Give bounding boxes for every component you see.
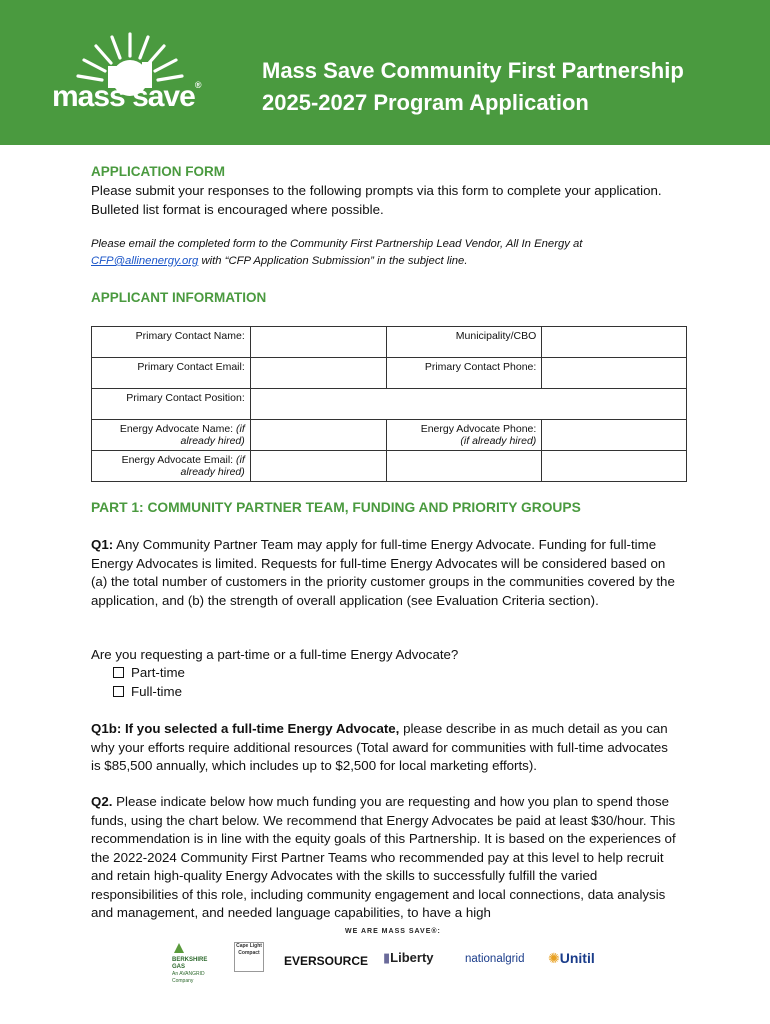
liberty-logo: ▮Liberty <box>383 950 434 965</box>
email-note: Please email the completed form to the Community First Partnership Lead Vendor, All In Energy at CFP@allinenergy.org with “CFP Application Submission” in the subject line. <box>91 238 583 267</box>
energy-advocate-email-label: Energy Advocate Email: (if already hired) <box>92 451 251 482</box>
municipality-cbo-label: Municipality/CBO <box>387 327 542 358</box>
option-part-time[interactable]: Part-time <box>113 665 185 680</box>
unitil-logo: ✺Unitil <box>548 950 595 966</box>
title-line-2: 2025-2027 Program Application <box>262 90 589 115</box>
primary-contact-email-field[interactable] <box>250 358 387 389</box>
mass-save-logo-text: mass save® <box>52 80 201 113</box>
q1b-text: Q1b: If you selected a full-time Energy Advocate, please describe in as much detail as you can why your efforts require additional resources (Total award for communities with full-time advocates is $85,500 annually, which includes up to $2,500 for local marketing efforts). <box>91 721 668 773</box>
instructions-text: Please submit your responses to the following prompts via this form to complete your application. Bulleted list format is encouraged where possible. <box>91 183 662 217</box>
part-time-checkbox[interactable] <box>113 667 124 678</box>
applicant-information-heading: APPLICANT INFORMATION <box>91 290 267 305</box>
primary-contact-name-field[interactable] <box>250 327 387 358</box>
full-time-checkbox[interactable] <box>113 686 124 697</box>
primary-contact-name-label: Primary Contact Name: <box>92 327 251 358</box>
primary-contact-position-field[interactable] <box>250 389 686 420</box>
option-full-time[interactable]: Full-time <box>113 684 182 699</box>
primary-contact-phone-field[interactable] <box>542 358 687 389</box>
energy-advocate-phone-label: Energy Advocate Phone: (if already hired) <box>387 420 542 451</box>
partner-logos <box>0 940 770 984</box>
we-are-mass-save-tagline: WE ARE MASS SAVE®: <box>345 928 441 935</box>
energy-advocate-name-field[interactable] <box>250 420 387 451</box>
energy-advocate-name-label: Energy Advocate Name: (if already hired) <box>92 420 251 451</box>
berkshire-gas-logo: BERKSHIRE GAS An AVANGRID Company <box>172 942 217 985</box>
berkshire-leaf-icon <box>172 942 186 954</box>
application-form-heading: APPLICATION FORM <box>91 164 225 179</box>
municipality-cbo-field[interactable] <box>542 327 687 358</box>
national-grid-logo: nationalgrid <box>465 953 525 965</box>
empty-cell <box>387 451 542 482</box>
energy-advocate-phone-field[interactable] <box>542 420 687 451</box>
primary-contact-email-label: Primary Contact Email: <box>92 358 251 389</box>
energy-advocate-email-field[interactable] <box>250 451 387 482</box>
q1-question: Are you requesting a part-time or a full-time Energy Advocate? <box>91 647 459 662</box>
cape-light-compact-logo: Cape Light Compact <box>234 942 264 972</box>
page-title <box>262 55 684 119</box>
eversource-logo: EVERSOURCE <box>284 954 369 968</box>
q2-text: Q2. Please indicate below how much funding you are requesting and how you plan to spend those funds, using the chart below. We recommend that Energy Advocates be paid at least $30/hour. This recommendation is in line with the equity goals of this Partnership. It is based on the experiences of the 2022-2024 Community First Partner Teams who recommended pay at this level to help recruit and retain high-quality Energy Advocates with the skills to successfully fulfill the varied responsibilities of this role, including community engagement and local connections, data analysis and management, and needed language capabilities, to have a high <box>91 794 676 920</box>
email-link[interactable]: CFP@allinenergy.org <box>91 255 199 267</box>
empty-cell <box>542 451 687 482</box>
header-banner <box>0 0 770 145</box>
title-line-1: Mass Save Community First Partnership <box>262 58 684 83</box>
q1-text: Q1: Any Community Partner Team may apply for full-time Energy Advocate. Funding for full-time Energy Advocates is limited. Requests for full-time Energy Advocates will be considered based on (a) the total number of customers in the priority customer groups in the communities covered by the application, and (b) the strength of overall application (see Evaluation Criteria section). <box>91 537 675 608</box>
part1-heading: PART 1: COMMUNITY PARTNER TEAM, FUNDING AND PRIORITY GROUPS <box>91 500 581 515</box>
applicant-info-table <box>91 326 687 482</box>
primary-contact-phone-label: Primary Contact Phone: <box>387 358 542 389</box>
primary-contact-position-label: Primary Contact Position: <box>92 389 251 420</box>
